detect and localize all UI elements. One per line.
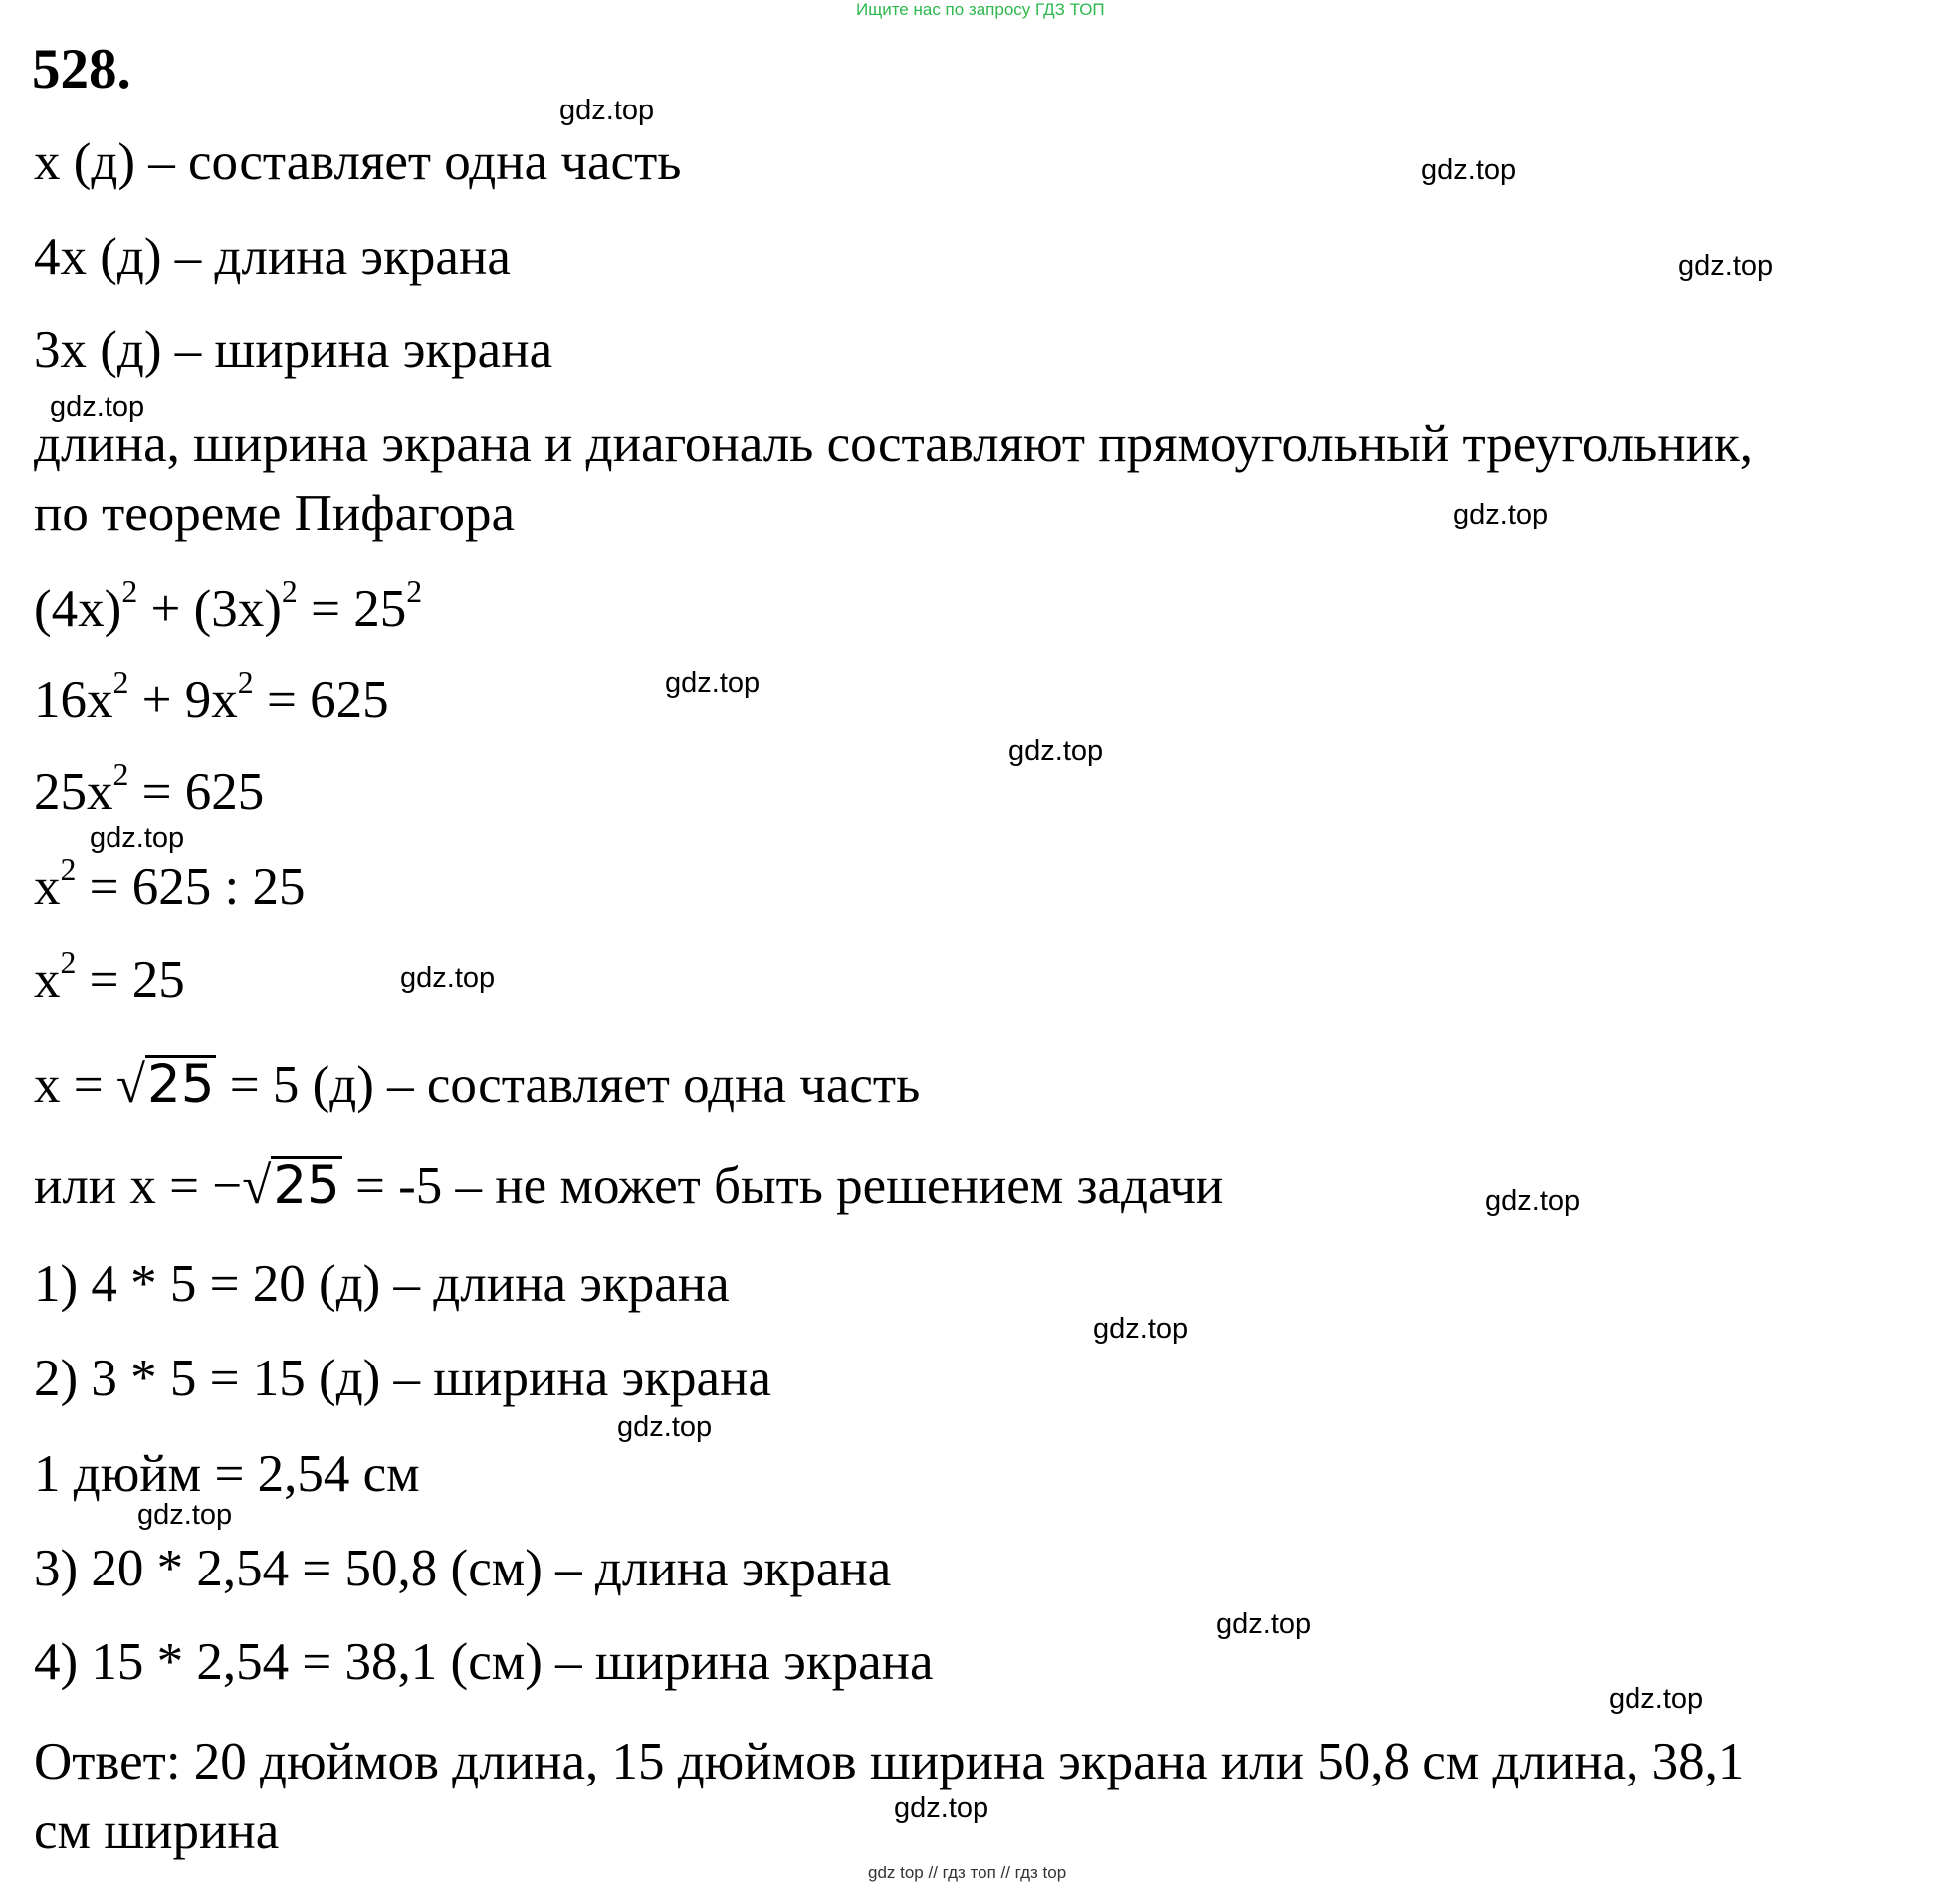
- watermark: gdz.top: [1485, 1185, 1581, 1217]
- equation-expanded: $16x^2 + 9x^2 = 625$: [34, 665, 389, 729]
- watermark: gdz.top: [1453, 499, 1549, 530]
- task-number: 528.: [32, 38, 131, 101]
- sqrt-sign: √: [242, 1157, 272, 1215]
- watermark: gdz.top: [1678, 250, 1774, 282]
- answer-line-1: Ответ: 20 дюймов длина, 15 дюймов ширина экрана или 50,8 см длина, 38,1: [34, 1733, 1745, 1790]
- watermark: gdz.top: [90, 822, 185, 854]
- equation-square: $x^2 = 25$: [34, 945, 185, 1009]
- line-width: 3x (д) – ширина экрана: [34, 321, 553, 379]
- step-3: 3) 20 * 2,54 = 50,8 (см) – длина экрана: [34, 1540, 892, 1597]
- step-1: 1) 4 * 5 = 20 (д) – длина экрана: [34, 1255, 730, 1313]
- line-triangle: длина, ширина экрана и диагональ составляют прямоугольный треугольник,: [34, 415, 1754, 473]
- step-2: 2) 3 * 5 = 15 (д) – ширина экрана: [34, 1350, 771, 1407]
- watermark: gdz.top: [665, 667, 761, 699]
- watermark: gdz.top: [1093, 1313, 1189, 1345]
- watermark: gdz.top: [400, 962, 496, 994]
- watermark: gdz.top: [50, 391, 145, 423]
- sqrt-sign: √: [115, 1056, 145, 1114]
- step-4: 4) 15 * 2,54 = 38,1 (см) – ширина экрана: [34, 1633, 934, 1691]
- watermark: gdz.top: [1609, 1683, 1704, 1715]
- answer-line-2: см ширина: [34, 1802, 280, 1860]
- top-banner: Ищите нас по запросу ГДЗ ТОП: [856, 0, 1105, 19]
- equation-divide: $x^2 = 625$ : 25: [34, 852, 306, 916]
- equation-root-negative: или x = −√25 = -5 – не может быть решением задачи: [34, 1155, 1224, 1216]
- line-pythagoras: по теореме Пифагора: [34, 485, 516, 542]
- watermark: gdz.top: [1216, 1608, 1312, 1640]
- watermark: gdz.top: [617, 1411, 713, 1443]
- watermark: gdz.top: [137, 1499, 233, 1531]
- watermark: gdz.top: [1421, 154, 1517, 186]
- watermark: gdz.top: [1008, 735, 1104, 767]
- inch-conversion: 1 дюйм = 2,54 см: [34, 1445, 420, 1503]
- line-one-part: x (д) – составляет одна часть: [34, 133, 682, 191]
- watermark: gdz.top: [559, 95, 655, 126]
- equation-pythagoras: $(4x)^2 + (3x)^2 = 25^2$: [34, 574, 423, 638]
- equation-combined: $25x^2 = 625$: [34, 757, 265, 821]
- bottom-banner: gdz top // гдз топ // гдз top: [868, 1863, 1067, 1882]
- line-length: 4x (д) – длина экрана: [34, 228, 511, 286]
- equation-root-positive: x = √25 = 5 (д) – составляет одна часть: [34, 1054, 921, 1115]
- watermark: gdz.top: [894, 1792, 989, 1824]
